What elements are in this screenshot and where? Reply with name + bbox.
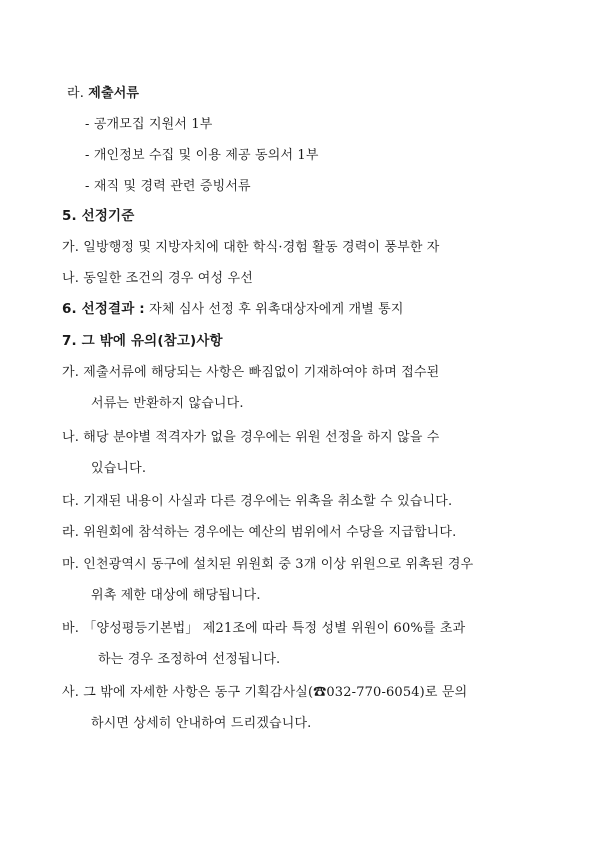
section-ra-marker: 라.: [67, 86, 84, 101]
notice-line: 위촉 제한 대상에 해당됩니다.: [91, 588, 261, 603]
section-6-line: [62, 301, 404, 318]
criteria-item: 나. 동일한 조건의 경우 여성 우선: [62, 271, 253, 286]
section-5-heading: 5. 선정기준: [62, 208, 135, 224]
notice-line: 나. 해당 분야별 적격자가 없을 경우에는 위원 선정을 하지 않을 수: [62, 430, 440, 445]
notice-line: 서류는 반환하지 않습니다.: [91, 396, 244, 411]
notice-line: 라. 위원회에 참석하는 경우에는 예산의 범위에서 수당을 지급합니다.: [62, 525, 457, 540]
notice-line: 다. 기재된 내용이 사실과 다른 경우에는 위촉을 취소할 수 있습니다.: [62, 494, 453, 509]
section-ra-title: 제출서류: [88, 86, 140, 101]
notice-line: 하는 경우 조정하여 선정됩니다.: [98, 652, 281, 667]
section-6-heading: 6. 선정결과 :: [62, 301, 145, 317]
section-7-heading: 7. 그 밖에 유의(참고)사항: [62, 333, 223, 349]
submission-item: - 재직 및 경력 관련 증빙서류: [85, 179, 251, 194]
notice-line: 있습니다.: [91, 461, 147, 476]
section-6-text: 자체 심사 선정 후 위촉대상자에게 개별 통지: [149, 302, 404, 317]
notice-line: 마. 인천광역시 동구에 설치된 위원회 중 3개 이상 위원으로 위촉된 경우: [62, 557, 474, 572]
notice-line: 바. 「양성평등기본법」 제21조에 따라 특정 성별 위원이 60%를 초과: [62, 621, 466, 636]
notice-line: 사. 그 밖에 자세한 사항은 동구 기획감사실(☎032-770-6054)로 문의: [62, 685, 468, 700]
submission-item: - 개인정보 수집 및 이용 제공 동의서 1부: [85, 148, 319, 163]
submission-item: - 공개모집 지원서 1부: [85, 117, 213, 132]
notice-line: 가. 제출서류에 해당되는 사항은 빠짐없이 기재하여야 하며 접수된: [62, 365, 440, 380]
notice-line: 하시면 상세히 안내하여 드리겠습니다.: [91, 716, 312, 731]
section-ra-title-line: [67, 86, 139, 102]
criteria-item: 가. 일방행정 및 지방자치에 대한 학식·경험 활동 경력이 풍부한 자: [62, 240, 440, 255]
